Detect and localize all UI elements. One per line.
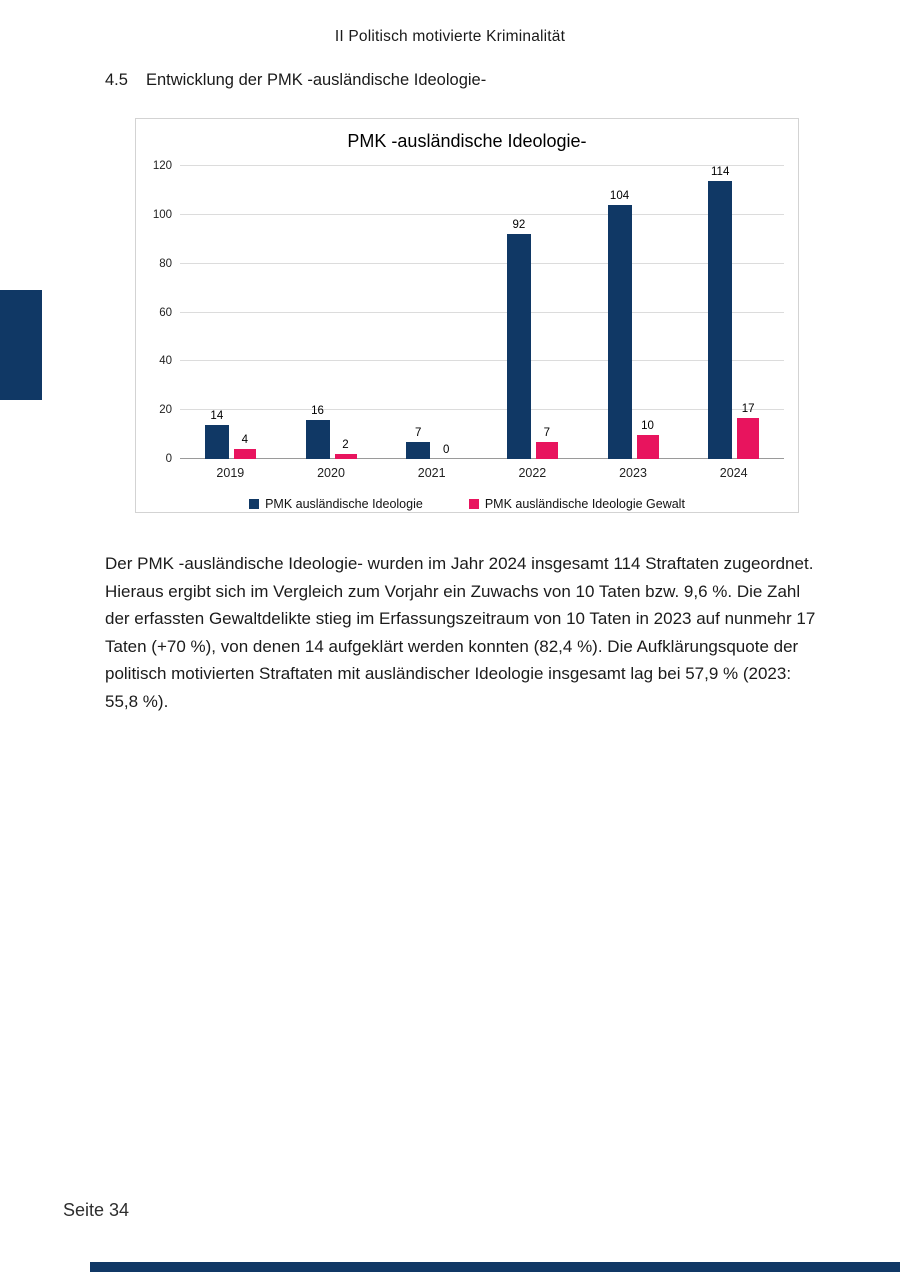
bar-2021-series1	[406, 426, 430, 459]
legend-item	[469, 497, 685, 511]
page-number: Seite 34	[63, 1200, 130, 1220]
bar-value-label: 104	[609, 190, 630, 203]
bar-2022-series1	[507, 219, 531, 459]
bar-group-2022	[482, 166, 583, 459]
x-axis	[180, 459, 784, 480]
bar-value-label: 114	[711, 165, 730, 178]
legend-label: PMK ausländische Ideologie	[265, 497, 423, 511]
y-tick-label: 60	[159, 306, 172, 319]
bar-value-label: 7	[414, 426, 422, 439]
legend-item	[249, 497, 423, 511]
bar-2023-series1	[608, 190, 632, 459]
bar-2024-series1	[708, 165, 732, 459]
x-tick-label: 2020	[317, 466, 345, 480]
y-tick-label: 100	[152, 208, 172, 221]
bottom-accent-bar	[90, 1262, 900, 1272]
bar-value-label: 16	[311, 404, 324, 417]
bar-value-label: 14	[210, 409, 224, 422]
bar-2022-series2	[536, 426, 558, 459]
bar-group-2021	[381, 166, 482, 459]
bar-2019-series2	[234, 434, 256, 459]
section-title: Entwicklung der PMK -ausländische Ideologie-	[145, 71, 487, 89]
body-paragraph: Der PMK -ausländische Ideologie- wurden im Jahr 2024 insgesamt 114 Straftaten zugeordnet. Hieraus ergibt sich im Vergleich zum Vorjahr ein Zuwachs von 10 Taten bzw. 9,6 %. Die Zahl der erfassten Gewaltdelikte stieg im Erfassungszeitraum von 10 Taten in 2023 auf nunmehr 17 Taten (+70 %), von denen 14 aufgeklärt werden konnten (82,4 %). Die Aufklärungsquote der politisch motivierten Straftaten mit ausländischer Ideologie insgesamt lag bei 57,9 % (2023: 55,8 %).	[105, 554, 816, 711]
bar-2023-series2	[637, 419, 659, 459]
x-tick-label: 2021	[417, 466, 446, 480]
bar-value-label: 2	[342, 439, 349, 452]
plot-area	[152, 160, 784, 465]
bars-row	[180, 166, 784, 459]
bar-group-2020	[281, 166, 382, 459]
section-heading	[105, 71, 486, 90]
bar-group-2023	[583, 166, 684, 459]
chart-legend	[136, 497, 798, 511]
section-number: 4.5	[105, 71, 128, 89]
bar-value-label: 7	[543, 426, 551, 439]
legend-swatch-icon	[469, 499, 479, 509]
bar-value-label: 0	[442, 444, 450, 456]
bar-2019-series1	[205, 409, 229, 459]
bar-2020-series1	[306, 404, 330, 459]
bar-value-label: 4	[241, 434, 249, 447]
x-tick-label: 2023	[619, 466, 647, 480]
page-header: II Politisch motivierte Kriminalität	[334, 28, 566, 45]
y-tick-label: 20	[159, 404, 172, 417]
y-tick-label: 40	[159, 355, 172, 368]
bar-value-label: 10	[641, 419, 654, 432]
bar-2020-series2	[335, 439, 357, 459]
bar-group-2024	[683, 166, 784, 459]
legend-swatch-icon	[249, 499, 259, 509]
x-tick-label: 2024	[719, 466, 748, 480]
bar-chart	[135, 118, 799, 513]
bar-group-2019	[180, 166, 281, 459]
x-tick-label: 2019	[216, 466, 245, 480]
chart-title: PMK -ausländische Ideologie-	[347, 131, 587, 151]
y-tick-label: 80	[159, 257, 172, 270]
legend-label: PMK ausländische Ideologie Gewalt	[484, 497, 685, 511]
side-tab-marker	[0, 290, 42, 400]
bar-value-label: 92	[512, 219, 526, 232]
bar-2024-series2	[737, 402, 759, 460]
y-tick-label: 120	[152, 160, 172, 172]
y-tick-label: 0	[165, 453, 172, 465]
x-tick-label: 2022	[518, 466, 547, 480]
bar-value-label: 17	[741, 402, 755, 415]
